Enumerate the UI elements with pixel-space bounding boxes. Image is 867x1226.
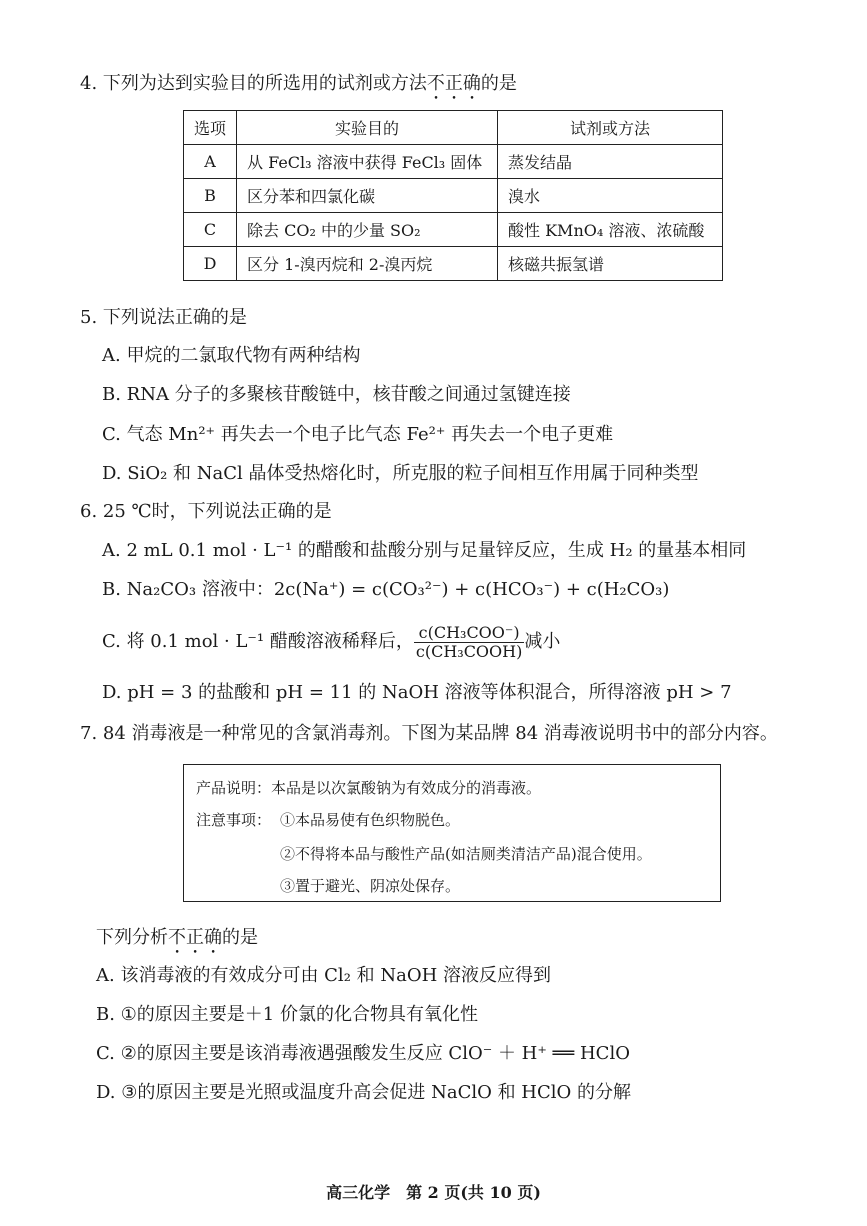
notice-product: 产品说明：本品是以次氯酸钠为有效成分的消毒液。 (196, 779, 542, 797)
row-method: 溴水 (498, 179, 723, 213)
q4-stem-tail: 的是 (480, 73, 517, 94)
q5-stem: 5. 下列说法正确的是 (80, 307, 247, 328)
q6-option-c (102, 620, 560, 664)
header-purpose: 实验目的 (237, 111, 498, 145)
table-row (184, 247, 723, 281)
row-option: C (184, 213, 237, 247)
page-footer: 高三化学 第 2 页(共 10 页) (326, 1183, 541, 1202)
q5-option-c: C. 气态 Mn²⁺ 再失去一个电子比气态 Fe²⁺ 再失去一个电子更难 (102, 424, 614, 445)
q7-option-d: D. ③的原因主要是光照或温度升高会促进 NaClO 和 HClO 的分解 (96, 1082, 632, 1103)
q7-notice-box (183, 764, 721, 902)
q7-sub-stem (96, 926, 258, 958)
table-row (184, 145, 723, 179)
row-purpose: 除去 CO₂ 中的少量 SO₂ (237, 213, 498, 247)
notice-caution-2: ②不得将本品与酸性产品(如洁厕类清洁产品)混合使用。 (280, 845, 652, 863)
q6-stem: 6. 25 ℃时，下列说法正确的是 (80, 501, 332, 522)
table-row (184, 213, 723, 247)
row-purpose: 区分 1-溴丙烷和 2-溴丙烷 (237, 247, 498, 281)
q7-sub-emphasis: 不正确 (168, 927, 222, 948)
q6-option-c-text: C. 将 0.1 mol · L⁻¹ 醋酸溶液稀释后， (102, 631, 414, 652)
notice-caution-3: ③置于避光、阴凉处保存。 (280, 877, 461, 895)
q4-stem (80, 72, 517, 104)
q7-option-c: C. ②的原因主要是该消毒液遇强酸发生反应 ClO⁻ ＋ H⁺ ══ HClO (96, 1043, 630, 1064)
q4-table-header (184, 111, 723, 145)
q6-fraction (414, 624, 524, 661)
header-option: 选项 (184, 111, 237, 145)
q4-table (183, 110, 723, 281)
q6-option-a: A. 2 mL 0.1 mol · L⁻¹ 的醋酸和盐酸分别与足量锌反应，生成 H₂ 的量基本相同 (102, 540, 747, 561)
notice-caution-1: ①本品易使有色织物脱色。 (280, 811, 461, 829)
q4-stem-text: 4. 下列为达到实验目的所选用的试剂或方法 (80, 73, 427, 94)
row-option: B (184, 179, 237, 213)
header-method: 试剂或方法 (498, 111, 723, 145)
q6-option-b: B. Na₂CO₃ 溶液中：2c(Na⁺) = c(CO₃²⁻) + c(HCO₃⁻) + c(H₂CO₃) (102, 579, 670, 600)
row-purpose: 区分苯和四氯化碳 (237, 179, 498, 213)
q5-option-b: B. RNA 分子的多聚核苷酸链中，核苷酸之间通过氢键连接 (102, 384, 571, 405)
q5-option-d: D. SiO₂ 和 NaCl 晶体受热熔化时，所克服的粒子间相互作用属于同种类型 (102, 463, 699, 484)
row-option: D (184, 247, 237, 281)
row-option: A (184, 145, 237, 179)
row-method: 核磁共振氢谱 (498, 247, 723, 281)
q7-sub-text: 下列分析 (96, 927, 168, 948)
q7-sub-tail: 的是 (222, 927, 258, 948)
q4-stem-emphasis: 不正确 (426, 73, 481, 94)
q6-option-c-tail: 减小 (524, 631, 561, 652)
q7-option-b: B. ①的原因主要是＋1 价氯的化合物具有氧化性 (96, 1004, 478, 1025)
row-method: 蒸发结晶 (498, 145, 723, 179)
q6-option-d: D. pH = 3 的盐酸和 pH = 11 的 NaOH 溶液等体积混合，所得溶液 pH > 7 (102, 682, 732, 703)
q5-option-a: A. 甲烷的二氯取代物有两种结构 (102, 345, 361, 366)
q7-option-a: A. 该消毒液的有效成分可由 Cl₂ 和 NaOH 溶液反应得到 (96, 965, 552, 986)
row-purpose: 从 FeCl₃ 溶液中获得 FeCl₃ 固体 (237, 145, 498, 179)
notice-caution-label: 注意事项： (196, 811, 272, 829)
fraction-denominator: c(CH₃COOH) (415, 641, 523, 661)
q7-stem: 7. 84 消毒液是一种常见的含氯消毒剂。下图为某品牌 84 消毒液说明书中的部分内容。 (80, 723, 778, 744)
row-method: 酸性 KMnO₄ 溶液、浓硫酸 (498, 213, 723, 247)
fraction-numerator: c(CH₃COO⁻) (414, 624, 524, 643)
table-row (184, 179, 723, 213)
